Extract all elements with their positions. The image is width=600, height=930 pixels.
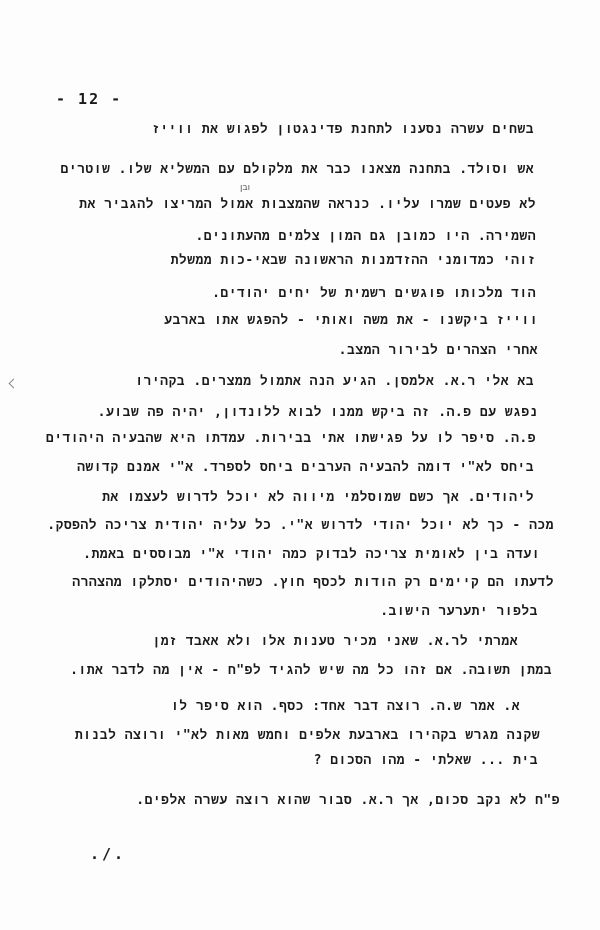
text-line: בשחים עשרה נסענו לתחנת פדינגטון לפגוש את ווייז — [151, 122, 534, 137]
end-mark: ./. — [90, 845, 127, 863]
text-line: ועדה בין לאומית צריכה לבדוק כמה יהודי א"י מבוססים באמת. — [83, 547, 540, 562]
text-line: הוד מלכותו פוגשים רשמית של יחים יהודים. — [212, 286, 536, 301]
text-line: פ"ח לא נקב סכום, אך ר.א. סבור שהוא רוצה עשרה אלפים. — [136, 793, 560, 808]
text-line: לדעתו הם קיימים רק הודות לכסף חוץ. כשהיהודים יסתלקו מהצהרה — [72, 575, 554, 590]
text-line: בלפור יתערער הישוב. — [380, 604, 538, 619]
text-line: אש וסולד. בתחנה מצאנו כבר את מלקולם עם המשליא שלו. שוטרים — [60, 162, 534, 177]
text-line: לא פעטים שמרו עליו. כנראה שהמצבות אמול המריצו להגביר את — [79, 197, 536, 212]
text-line: בא אלי ר.א. אלמסן. הגיע הנה אתמול ממצרים. בקהירו — [135, 374, 534, 389]
text-line: במתן תשובה. אם זהו כל מה שיש להגיד לפ"ח - אין מה לדבר אתו. — [70, 663, 552, 678]
text-line: השמירה. היו כמובן גם המון צלמים מהעתונים. — [195, 229, 536, 244]
text-line: פ.ה. סיפר לו על פגישתו אתי בבירות. עמדתו היא שהבעיה היהודים — [45, 431, 536, 446]
text-line: ביחס לא"י דומה להבעיה הערבים ביחס לספרד. א"י אמנם קדושה — [77, 460, 534, 475]
text-line: ווייז ביקשנו - את משה ואותי - להפגש אתו בארבע — [164, 313, 538, 328]
text-line: אמרתי לר.א. שאני מכיר טענות אלו ולא אאבד זמן — [152, 634, 518, 649]
text-line: בית ... שאלתי - מהו הסכום ? — [313, 753, 538, 768]
page-number: - 12 - — [56, 90, 123, 108]
text-line: אחרי הצהרים לבירור המצב. — [338, 343, 538, 358]
text-line: שקנה מגרש בקהירו בארבעת אלפים וחמש מאות לא"י ורוצה לבנות — [74, 728, 540, 743]
text-line: ליהודים. אך כשם שמוסלמי מיווה לא יוכל לדרוש לעצמו את — [102, 490, 534, 505]
text-line: א. אמר ש.ה. רוצה דבר אחד: כסף. הוא סיפר לו — [170, 699, 520, 714]
text-line: מכה - כך לא יוכל יהודי לדרוש א"י. כל עליה יהודית צריכה להפסק. — [47, 518, 554, 533]
text-line: זוהי כמדומני ההזדמנות הראשונה שבאי-כות ממשלת — [170, 253, 536, 268]
binding-edge-mark — [9, 379, 19, 389]
text-line: נפגש עם פ.ה. זה ביקש ממנו לבוא ללונדון, יהיה פה שבוע. — [97, 405, 538, 420]
handwritten-margin-note: ובן — [240, 183, 251, 193]
